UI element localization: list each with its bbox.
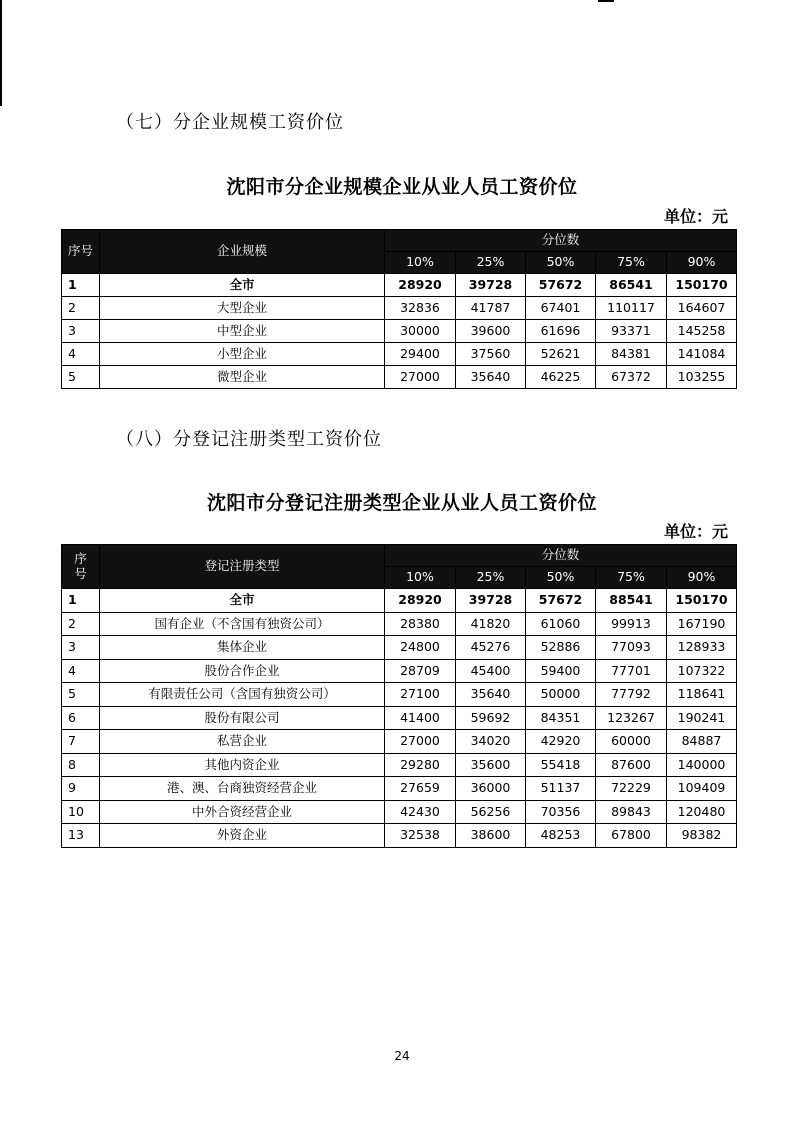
cell-p75: 93371	[596, 320, 667, 343]
cell-p75: 86541	[596, 274, 667, 297]
cell-p10: 28920	[385, 274, 456, 297]
row-seq: 2	[62, 297, 100, 320]
table-2-unit: 单位：元	[663, 522, 728, 541]
cell-p50: 57672	[526, 589, 596, 613]
row-seq: 3	[62, 320, 100, 343]
cell-p75: 77792	[596, 683, 667, 707]
cell-p50: 55418	[526, 753, 596, 777]
table-row	[62, 636, 737, 660]
cell-p10: 28380	[385, 612, 456, 636]
table-row	[62, 297, 737, 320]
cell-p25: 45276	[456, 636, 526, 660]
table-row	[62, 777, 737, 801]
cell-p75: 89843	[596, 800, 667, 824]
cell-p25: 39600	[456, 320, 526, 343]
cell-p25: 35600	[456, 753, 526, 777]
row-name: 全市	[100, 589, 385, 613]
header-p75: 75%	[596, 567, 667, 589]
cell-p50: 57672	[526, 274, 596, 297]
header-p25: 25%	[456, 252, 526, 274]
cell-p25: 41787	[456, 297, 526, 320]
cell-p10: 28920	[385, 589, 456, 613]
cell-p50: 61696	[526, 320, 596, 343]
cell-p90: 107322	[667, 659, 737, 683]
cell-p50: 48253	[526, 824, 596, 848]
row-seq: 4	[62, 659, 100, 683]
cell-p50: 42920	[526, 730, 596, 754]
cell-p10: 41400	[385, 706, 456, 730]
row-seq: 8	[62, 753, 100, 777]
table-row	[62, 683, 737, 707]
header-seq-bottom: 号	[74, 566, 87, 581]
cell-p25: 45400	[456, 659, 526, 683]
header-seq	[62, 545, 100, 589]
cell-p75: 72229	[596, 777, 667, 801]
cell-p10: 32836	[385, 297, 456, 320]
cell-p75: 84381	[596, 343, 667, 366]
header-p90: 90%	[667, 567, 737, 589]
header-seq: 序号	[62, 230, 100, 274]
row-name: 外资企业	[100, 824, 385, 848]
cell-p75: 77093	[596, 636, 667, 660]
cell-p10: 27100	[385, 683, 456, 707]
table-row	[62, 612, 737, 636]
table-1-unit: 单位：元	[663, 207, 728, 226]
table-row	[62, 366, 737, 389]
row-seq: 3	[62, 636, 100, 660]
table-row	[62, 706, 737, 730]
row-seq: 1	[62, 589, 100, 613]
table-row	[62, 730, 737, 754]
cell-p90: 98382	[667, 824, 737, 848]
row-seq: 5	[62, 366, 100, 389]
cell-p50: 59400	[526, 659, 596, 683]
cell-p90: 128933	[667, 636, 737, 660]
cell-p75: 110117	[596, 297, 667, 320]
cell-p75: 88541	[596, 589, 667, 613]
cell-p90: 103255	[667, 366, 737, 389]
table-row	[62, 343, 737, 366]
table-row	[62, 659, 737, 683]
cell-p10: 29400	[385, 343, 456, 366]
table-row	[62, 274, 737, 297]
table-row	[62, 800, 737, 824]
cell-p75: 60000	[596, 730, 667, 754]
row-name: 小型企业	[100, 343, 385, 366]
header-percentile-group: 分位数	[385, 545, 737, 567]
table-row	[62, 753, 737, 777]
cell-p90: 167190	[667, 612, 737, 636]
cell-p25: 35640	[456, 683, 526, 707]
row-name: 中外合资经营企业	[100, 800, 385, 824]
table-enterprise-size	[61, 229, 737, 389]
row-seq: 10	[62, 800, 100, 824]
row-name: 微型企业	[100, 366, 385, 389]
header-category: 企业规模	[100, 230, 385, 274]
row-seq: 9	[62, 777, 100, 801]
cell-p75: 67800	[596, 824, 667, 848]
table-1-title: 沈阳市分企业规模企业从业人员工资价位	[226, 176, 578, 198]
row-seq: 2	[62, 612, 100, 636]
cell-p90: 140000	[667, 753, 737, 777]
cell-p90: 150170	[667, 274, 737, 297]
cell-p90: 164607	[667, 297, 737, 320]
header-p90: 90%	[667, 252, 737, 274]
section-7-heading: （七）分企业规模工资价位	[116, 112, 344, 133]
header-p10: 10%	[385, 252, 456, 274]
cell-p25: 37560	[456, 343, 526, 366]
header-category: 登记注册类型	[100, 545, 385, 589]
cell-p10: 27659	[385, 777, 456, 801]
cell-p90: 118641	[667, 683, 737, 707]
cell-p25: 38600	[456, 824, 526, 848]
cell-p10: 28709	[385, 659, 456, 683]
table-registration-type	[61, 544, 737, 848]
cell-p75: 123267	[596, 706, 667, 730]
section-8-heading: （八）分登记注册类型工资价位	[116, 429, 382, 450]
cell-p10: 29280	[385, 753, 456, 777]
cell-p25: 59692	[456, 706, 526, 730]
cell-p75: 67372	[596, 366, 667, 389]
header-p25: 25%	[456, 567, 526, 589]
cell-p10: 42430	[385, 800, 456, 824]
row-seq: 5	[62, 683, 100, 707]
table-row	[62, 824, 737, 848]
cell-p90: 109409	[667, 777, 737, 801]
row-name: 股份有限公司	[100, 706, 385, 730]
header-seq-top: 序	[74, 550, 87, 566]
row-seq: 13	[62, 824, 100, 848]
cell-p10: 27000	[385, 366, 456, 389]
cell-p50: 52621	[526, 343, 596, 366]
scan-left-edge-rule	[0, 0, 2, 106]
header-p75: 75%	[596, 252, 667, 274]
row-name: 大型企业	[100, 297, 385, 320]
cell-p25: 56256	[456, 800, 526, 824]
row-seq: 7	[62, 730, 100, 754]
cell-p50: 46225	[526, 366, 596, 389]
cell-p75: 87600	[596, 753, 667, 777]
header-p50: 50%	[526, 252, 596, 274]
cell-p25: 34020	[456, 730, 526, 754]
cell-p50: 70356	[526, 800, 596, 824]
header-percentile-group: 分位数	[385, 230, 737, 252]
cell-p50: 50000	[526, 683, 596, 707]
cell-p90: 84887	[667, 730, 737, 754]
cell-p25: 39728	[456, 274, 526, 297]
cell-p75: 77701	[596, 659, 667, 683]
cell-p90: 141084	[667, 343, 737, 366]
header-p10: 10%	[385, 567, 456, 589]
cell-p50: 51137	[526, 777, 596, 801]
row-name: 私营企业	[100, 730, 385, 754]
row-name: 港、澳、台商独资经营企业	[100, 777, 385, 801]
cell-p90: 150170	[667, 589, 737, 613]
table-2-title: 沈阳市分登记注册类型企业从业人员工资价位	[206, 492, 597, 514]
row-name: 集体企业	[100, 636, 385, 660]
header-p50: 50%	[526, 567, 596, 589]
row-name: 有限责任公司（含国有独资公司）	[100, 683, 385, 707]
row-name: 全市	[100, 274, 385, 297]
cell-p90: 145258	[667, 320, 737, 343]
row-name: 其他内资企业	[100, 753, 385, 777]
row-seq: 4	[62, 343, 100, 366]
cell-p90: 120480	[667, 800, 737, 824]
row-name: 中型企业	[100, 320, 385, 343]
scan-top-mark	[598, 0, 614, 2]
row-name: 股份合作企业	[100, 659, 385, 683]
cell-p10: 32538	[385, 824, 456, 848]
table-row	[62, 589, 737, 613]
row-seq: 6	[62, 706, 100, 730]
cell-p90: 190241	[667, 706, 737, 730]
cell-p25: 39728	[456, 589, 526, 613]
cell-p50: 61060	[526, 612, 596, 636]
cell-p25: 36000	[456, 777, 526, 801]
page-number: 24	[394, 1049, 410, 1063]
table-row	[62, 320, 737, 343]
cell-p50: 52886	[526, 636, 596, 660]
cell-p25: 35640	[456, 366, 526, 389]
row-name: 国有企业（不含国有独资公司）	[100, 612, 385, 636]
cell-p75: 99913	[596, 612, 667, 636]
row-seq: 1	[62, 274, 100, 297]
cell-p10: 30000	[385, 320, 456, 343]
cell-p10: 24800	[385, 636, 456, 660]
cell-p10: 27000	[385, 730, 456, 754]
cell-p25: 41820	[456, 612, 526, 636]
cell-p50: 84351	[526, 706, 596, 730]
cell-p50: 67401	[526, 297, 596, 320]
